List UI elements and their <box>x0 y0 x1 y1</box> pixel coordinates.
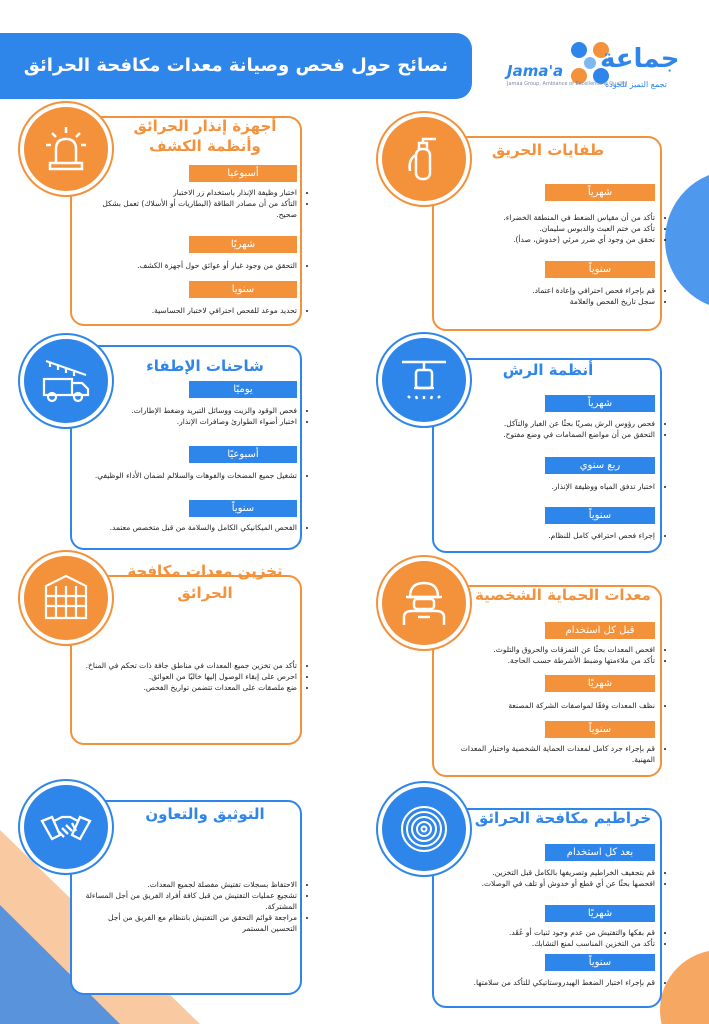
firefighter-icon <box>398 577 450 629</box>
title-fire-extinguishers: طفايات الحريق <box>491 141 605 159</box>
list-extinguishers-yearly <box>440 285 669 307</box>
page-title: نصائح حول فحص وصيانة معدات مكافحة الحرائق <box>23 55 449 76</box>
storage-building-icon <box>40 572 92 624</box>
list-documentation <box>82 879 311 934</box>
list-item: • تأكد من أن مقياس الضغط في المنطقة الخضراء. <box>440 212 655 223</box>
label-trucks-yearly: سنوياً <box>189 500 297 517</box>
logo-english: Jama'a <box>507 62 564 80</box>
label-sprinklers-monthly: شهرياً <box>545 395 655 412</box>
list-ppe-before-use <box>440 644 669 666</box>
title-hoses: خراطيم مكافحة الحرائق <box>474 809 652 827</box>
title-storage-line2: الحرائق <box>177 584 233 602</box>
list-item: • قم بتجفيف الخراطيم وتصريفها بالكامل قبل التخزين. <box>440 867 655 878</box>
list-item: • تشغيل جميع المضخات والفوهات والسلالم لضمان الأداء الوظيفي. <box>78 470 297 481</box>
label-extinguishers-yearly: سنوياً <box>545 261 655 278</box>
label-alarms-weekly: أسبوعيا <box>189 165 297 182</box>
list-alarms-weekly <box>82 187 311 220</box>
label-sprinklers-yearly: سنوياً <box>545 507 655 524</box>
list-item: • تأكد من التخزين المناسب لمنع التشابك. <box>440 938 655 949</box>
list-item: • تأكد من ختم العبث والدبوس سليمان. <box>440 223 655 234</box>
label-ppe-monthly: شهريًا <box>545 675 655 692</box>
title-ppe: معدات الحماية الشخصية <box>475 586 651 604</box>
list-item: • التأكد من أن مصادر الطاقة (البطاريات أو الأسلاك) تعمل بشكل صحيح. <box>82 198 297 220</box>
label-trucks-weekly: أسبوعيًا <box>189 446 297 463</box>
list-hoses-yearly <box>440 977 669 988</box>
list-sprinklers-quarterly <box>440 481 669 492</box>
alarm-beacon-icon <box>40 123 92 175</box>
list-trucks-weekly <box>78 470 311 481</box>
list-item: • تأكد من ملاءمتها وضبط الأشرطة حسب الحاجة. <box>440 655 655 666</box>
label-alarms-monthly: شهريًا <box>189 236 297 253</box>
circle-fire-alarms <box>20 103 112 195</box>
circle-fire-extinguishers <box>378 113 470 205</box>
list-item: • تحديد موعد للفحص احترافي لاختبار الحساسية. <box>82 305 297 316</box>
list-alarms-yearly <box>82 305 311 316</box>
list-item: • اختبار أضواء الطوارئ وصافرات الإنذار. <box>78 416 297 427</box>
list-item: • التحقق من وجود غبار أو عوائق حول أجهزة الكشف. <box>82 260 297 271</box>
list-storage <box>82 660 311 693</box>
label-sprinklers-quarterly: ربع سنوي <box>545 457 655 474</box>
list-item: • تحقق من وجود أي ضرر مرئي (خدوش، صدأ). <box>440 234 655 245</box>
list-item: • فحص رؤوس الرش بصريًا بحثًا عن الغبار والتآكل. <box>440 418 655 429</box>
label-hoses-yearly: سنوياً <box>545 954 655 971</box>
hose-reel-icon <box>398 803 450 855</box>
title-fire-alarms-line2: وأنظمة الكشف <box>149 137 261 155</box>
list-sprinklers-yearly <box>440 530 669 541</box>
label-trucks-daily: يوميًا <box>189 381 297 398</box>
list-ppe-monthly <box>440 700 669 711</box>
title-fire-alarms-line1: أجهزة إنذار الحرائق <box>133 117 277 135</box>
list-item: • اختبار وظيفة الإنذار باستخدام زر الاختبار <box>82 187 297 198</box>
list-trucks-daily <box>78 405 311 427</box>
title-documentation: التوثيق والتعاون <box>145 805 265 823</box>
label-hoses-after-use: بعد كل استخدام <box>545 844 655 861</box>
list-trucks-yearly <box>78 522 311 533</box>
label-extinguishers-monthly: شهرياً <box>545 184 655 201</box>
circle-hoses <box>378 783 470 875</box>
list-item: • احرص على إبقاء الوصول إليها خاليًا من العوائق. <box>82 671 297 682</box>
circle-documentation <box>20 781 112 873</box>
list-item: • قم بإجراء فحص احترافي وإعادة اعتماد. <box>440 285 655 296</box>
decor-blue-circle-right <box>665 170 709 310</box>
logo-arabic: جماعة <box>600 44 680 74</box>
list-item: • فحص الوقود والزيت ووسائل التبريد وضغط الإطارات. <box>78 405 297 416</box>
list-sprinklers-monthly <box>440 418 669 440</box>
list-hoses-after-use <box>440 867 669 889</box>
list-hoses-monthly <box>440 927 669 949</box>
list-ppe-yearly <box>440 743 669 765</box>
list-item: • قم بفكها والتفتيش من عدم وجود ثنيات أو عُقَد. <box>440 927 655 938</box>
list-item: • قم بإجراء جرد كامل لمعدات الحماية الشخصية واختبار المعدات المهنية. <box>440 743 655 765</box>
list-extinguishers-monthly <box>440 212 669 245</box>
header-banner <box>0 33 472 99</box>
list-alarms-monthly <box>82 260 311 271</box>
list-item: • تأكد من تخزين جميع المعدات في مناطق جافة ذات تحكم في المناخ. <box>82 660 297 671</box>
list-item: • سجل تاريخ الفحص والعلامة <box>440 296 655 307</box>
list-item: • تشجيع عمليات التفتيش من قبل كافة أفراد الفريق من أجل المساءلة المشتركة. <box>82 890 297 912</box>
title-fire-trucks: شاحنات الإطفاء <box>146 357 264 375</box>
circle-ppe <box>378 557 470 649</box>
label-alarms-yearly: سنويا <box>189 281 297 298</box>
list-item: • قم بإجراء اختبار الضغط الهيدروستاتيكي للتأكد من سلامتها. <box>440 977 655 988</box>
logo-arabic-sub: تجمع التميز للجودة <box>605 80 668 89</box>
handshake-icon <box>40 801 92 853</box>
sprinkler-icon <box>398 354 450 406</box>
title-sprinklers: أنظمة الرش <box>502 361 594 379</box>
fire-extinguisher-icon <box>398 133 450 185</box>
list-item: • مراجعة قوائم التحقق من التفتيش بانتظام مع الفريق من أجل التحسين المستمر <box>82 912 297 934</box>
list-item: • ضع ملصقات على المعدات تتضمن تواريخ الفحص. <box>82 682 297 693</box>
circle-storage <box>20 552 112 644</box>
list-item: • التحقق من أن مواضع الصمامات في وضع مفتوح. <box>440 429 655 440</box>
list-item: • افحصها بحثًا عن أي قطع أو خدوش أو تلف في الوصلات. <box>440 878 655 889</box>
label-ppe-yearly: سنوياً <box>545 721 655 738</box>
logo-english-sub: Jamaa Group, Ambiance of Excellence & Quality <box>507 81 628 87</box>
circle-sprinklers <box>378 334 470 426</box>
list-item: • اختبار تدفق المياه ووظيفة الإنذار. <box>440 481 655 492</box>
title-storage-line1: تخزين معدات مكافحة <box>127 562 283 580</box>
list-item: • الاحتفاظ بسجلات تفتيش مفصلة لجميع المعدات. <box>82 879 297 890</box>
list-item: • نظف المعدات وفقًا لمواصفات الشركة المصنعة <box>440 700 655 711</box>
label-hoses-monthly: شهريًا <box>545 905 655 922</box>
list-item: • إجراء فحص احترافي كامل للنظام. <box>440 530 655 541</box>
list-item: • افحص المعدات بحثًا عن التمزقات والحروق والتلوث. <box>440 644 655 655</box>
label-ppe-before-use: قبل كل استخدام <box>545 622 655 639</box>
list-item: • الفحص الميكانيكي الكامل والسلامة من قبل متخصص معتمد. <box>78 522 297 533</box>
fire-truck-icon <box>40 355 92 407</box>
